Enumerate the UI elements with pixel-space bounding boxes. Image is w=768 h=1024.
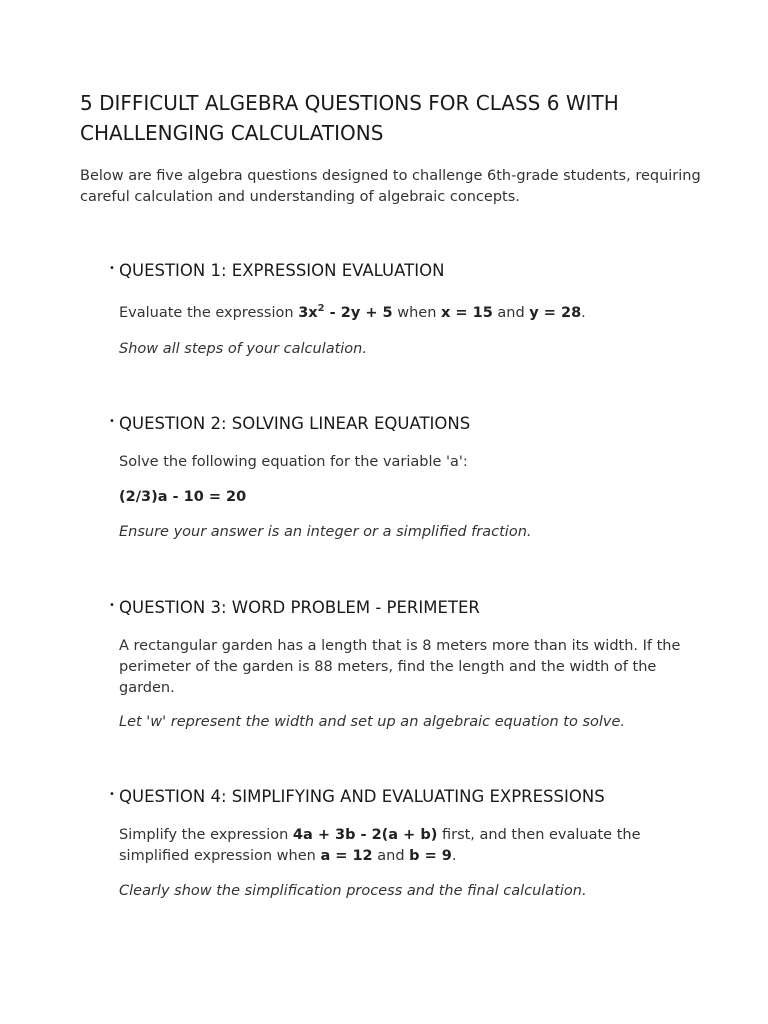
bullet-icon: • <box>109 600 115 611</box>
question-2-equation <box>119 487 689 508</box>
a-value: a = 12 <box>320 848 373 864</box>
bullet-icon: • <box>109 789 115 800</box>
question-1-note: Show all steps of your calculation. <box>119 341 367 357</box>
expression: 4a + 3b - 2(a + b) <box>292 827 438 843</box>
intro-paragraph: Below are five algebra questions designed to challenge 6th-grade students, requiring careful calculation and understanding of algebraic concepts. <box>80 168 701 205</box>
text-segment: first, and then evaluate the simplified expression when <box>119 827 641 864</box>
expression-exponent: 2 <box>317 303 325 315</box>
question-1-heading: QUESTION 1: EXPRESSION EVALUATION <box>119 261 445 280</box>
question-4-heading: QUESTION 4: SIMPLIFYING AND EVALUATING EXPRESSIONS <box>119 787 605 806</box>
question-2-note: Ensure your answer is an integer or a simplified fraction. <box>119 524 532 540</box>
y-value: y = 28 <box>529 305 582 321</box>
text-segment: Evaluate the expression <box>119 305 299 321</box>
question-2-heading: QUESTION 2: SOLVING LINEAR EQUATIONS <box>119 414 471 433</box>
bullet-icon: • <box>109 263 115 274</box>
x-value: x = 15 <box>441 305 493 321</box>
text-segment: . <box>451 848 457 864</box>
bullet-icon: • <box>109 416 115 427</box>
question-1-text <box>119 303 689 324</box>
question-4-text <box>119 825 689 867</box>
expression-base: 3x <box>298 305 318 321</box>
question-2-text: Solve the following equation for the variable 'a': <box>119 454 468 470</box>
question-3-heading: QUESTION 3: WORD PROBLEM - PERIMETER <box>119 598 480 617</box>
expression-rest: - 2y + 5 <box>324 305 393 321</box>
text-segment: when <box>392 305 441 321</box>
text-segment: Simplify the expression <box>119 827 293 843</box>
b-value: b = 9 <box>409 848 452 864</box>
question-3-note: Let 'w' represent the width and set up an algebraic equation to solve. <box>119 714 626 730</box>
text-segment: and <box>492 305 530 321</box>
page-title: 5 DIFFICULT ALGEBRA QUESTIONS FOR CLASS 6 WITH CHALLENGING CALCULATIONS <box>80 91 619 145</box>
text-segment: . <box>581 305 586 321</box>
equation: (2/3)a - 10 = 20 <box>119 489 247 505</box>
question-4-note: Clearly show the simplification process and the final calculation. <box>119 883 587 899</box>
question-3-text: A rectangular garden has a length that is 8 meters more than its width. If the perimeter of the garden is 88 meters, find the length and the width of the garden. <box>119 638 681 696</box>
text-segment: and <box>372 848 410 864</box>
